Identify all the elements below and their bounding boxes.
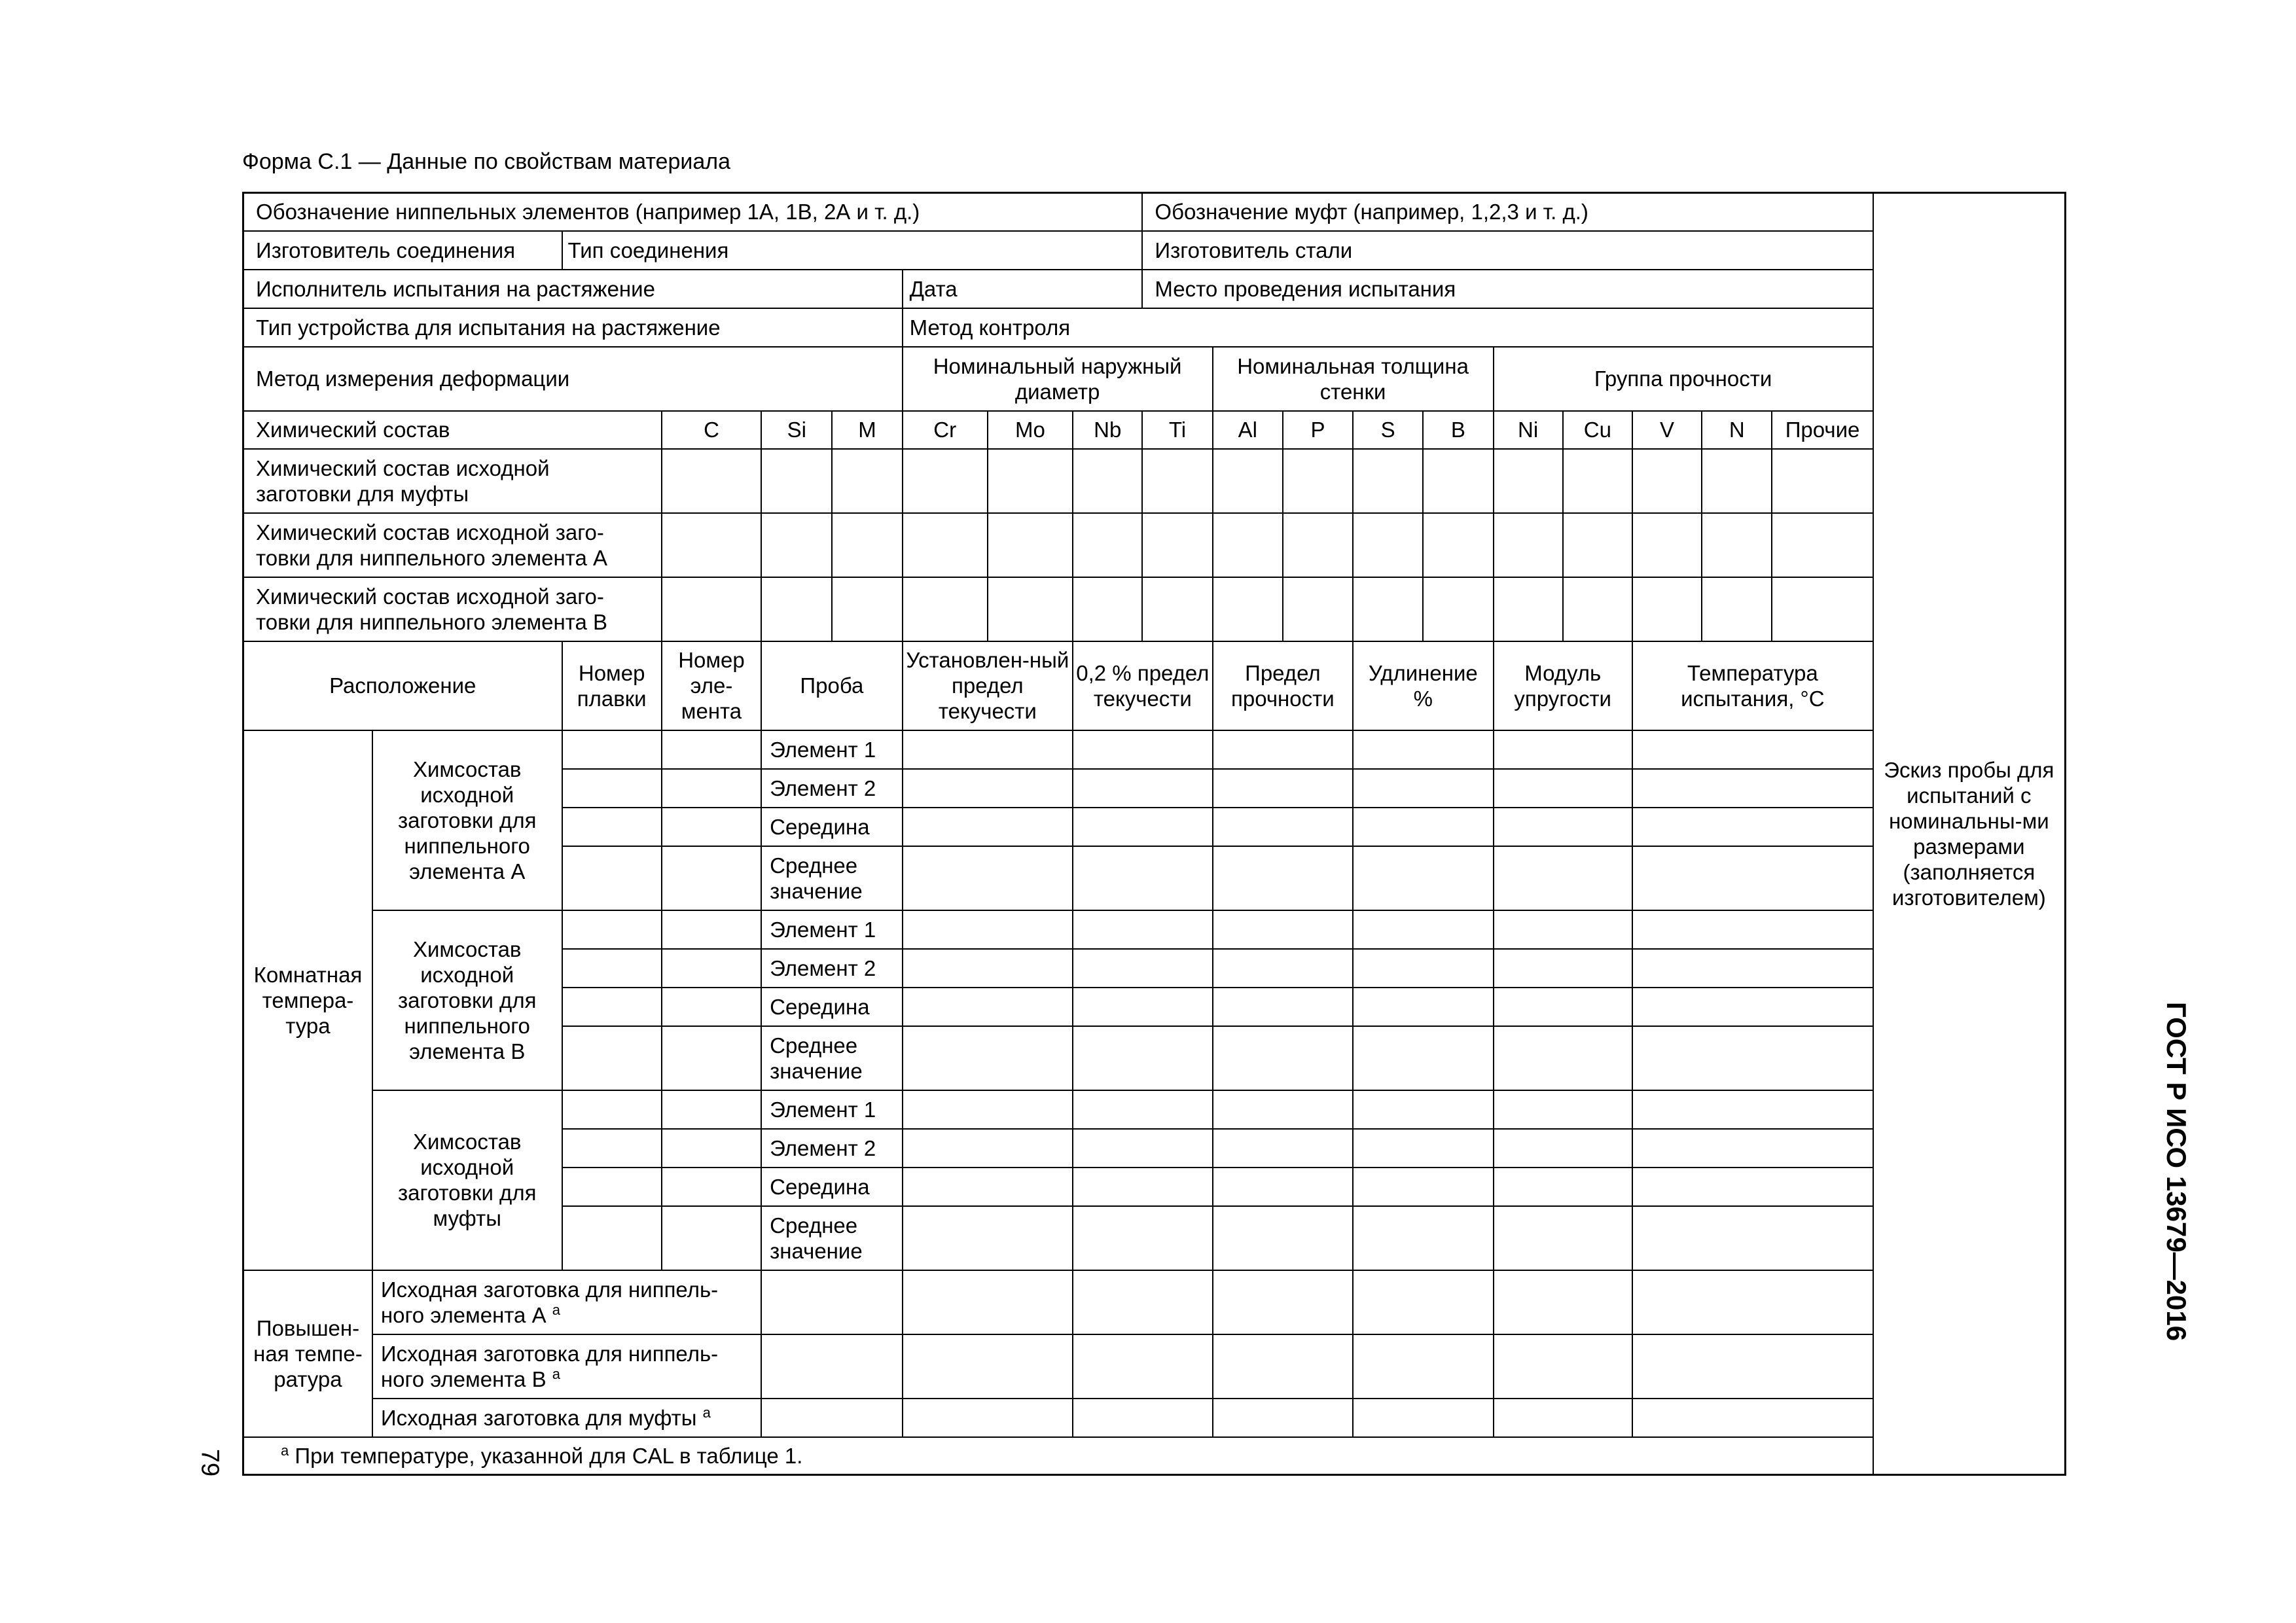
sample-label: Середина	[761, 808, 902, 846]
chem-cell[interactable]	[1213, 513, 1283, 577]
element-number-cell[interactable]	[662, 769, 761, 808]
value-cell[interactable]	[1073, 808, 1213, 846]
value-cell[interactable]	[1632, 1026, 1873, 1090]
elevated-row-label: Исходная заготовка для ниппель-ного элемента А $^а$	[372, 1270, 761, 1334]
value-cell[interactable]	[1073, 730, 1213, 769]
value-cell[interactable]	[1213, 1129, 1353, 1168]
value-cell[interactable]	[903, 1168, 1073, 1206]
control-method-cell[interactable]: Метод контроля	[903, 308, 1873, 347]
value-cell[interactable]	[1073, 1206, 1213, 1270]
chem-cell[interactable]	[1073, 449, 1142, 513]
value-cell[interactable]	[1073, 1270, 1213, 1334]
value-cell[interactable]	[1494, 1026, 1632, 1090]
value-cell[interactable]	[1073, 1399, 1213, 1437]
value-cell[interactable]	[1353, 1334, 1493, 1399]
element-header-n: N	[1702, 411, 1772, 449]
element-number-cell[interactable]	[662, 846, 761, 910]
chem-cell[interactable]	[1632, 577, 1702, 641]
chemistry-row-label: Химический состав исходной заготовки для муфты	[243, 449, 662, 513]
heat-number-cell[interactable]	[562, 1168, 662, 1206]
value-cell[interactable]	[1073, 1129, 1213, 1168]
coupling-designation-cell[interactable]: Обозначение муфт (например, 1,2,3 и т. д.)	[1142, 193, 1873, 231]
group-label-coupling: Химсостав исходной заготовки для муфты	[372, 1090, 562, 1270]
chem-cell[interactable]	[903, 513, 988, 577]
heat-number-cell[interactable]	[562, 1129, 662, 1168]
connection-manufacturer-cell[interactable]: Изготовитель соединения	[243, 231, 562, 270]
chem-cell[interactable]	[1283, 449, 1353, 513]
value-cell[interactable]	[1073, 1026, 1213, 1090]
footnote-text: При температуре, указанной для CAL в таблице 1.	[295, 1443, 803, 1468]
value-cell[interactable]	[903, 1206, 1073, 1270]
value-cell[interactable]	[1213, 1399, 1353, 1437]
element-number-cell[interactable]	[662, 1090, 761, 1129]
element-header-nb: Nb	[1073, 411, 1142, 449]
value-cell[interactable]	[1632, 846, 1873, 910]
group-label-nipple-a: Химсостав исходной заготовки для ниппельного элемента А	[372, 730, 562, 910]
tensile-device-type-cell[interactable]: Тип устройства для испытания на растяжение	[243, 308, 903, 347]
value-cell[interactable]	[1353, 1090, 1493, 1129]
chem-cell[interactable]	[1142, 513, 1212, 577]
chem-cell[interactable]	[761, 513, 832, 577]
chem-cell[interactable]	[1772, 449, 1873, 513]
deformation-method-cell[interactable]: Метод измерения деформации	[243, 347, 903, 411]
value-cell[interactable]	[1353, 988, 1493, 1026]
value-cell[interactable]	[1494, 988, 1632, 1026]
value-cell[interactable]	[1353, 846, 1493, 910]
elevated-row-label: Исходная заготовка для муфты $^а$	[372, 1399, 761, 1437]
tensile-strength-header: Предел прочности	[1213, 641, 1353, 730]
sketch-cell[interactable]: Эскиз пробы для испытаний с номинальны-ми размерами (заполняется изготовителем)	[1873, 193, 2066, 1475]
chem-cell[interactable]	[832, 449, 902, 513]
sample-label: Середина	[761, 1168, 902, 1206]
value-cell[interactable]	[1213, 1168, 1353, 1206]
footnote-mark: а	[281, 1442, 289, 1459]
chem-cell[interactable]	[1494, 449, 1563, 513]
yield-strength-header: Установлен-ный предел текучести	[903, 641, 1073, 730]
value-cell[interactable]	[1073, 1090, 1213, 1129]
value-cell[interactable]	[761, 1334, 902, 1399]
nominal-od-cell[interactable]: Номинальный наружный диаметр	[903, 347, 1213, 411]
test-location-cell[interactable]: Место проведения испытания	[1142, 270, 1873, 308]
chem-cell[interactable]	[1632, 513, 1702, 577]
sample-label: Среднее значение	[761, 1206, 902, 1270]
chem-cell[interactable]	[1563, 449, 1632, 513]
value-cell[interactable]	[1494, 769, 1632, 808]
group-label-nipple-b: Химсостав исходной заготовки для ниппельного элемента В	[372, 910, 562, 1090]
footnote-marker: а	[552, 1301, 561, 1318]
value-cell[interactable]	[1353, 1270, 1493, 1334]
element-header-s: S	[1353, 411, 1423, 449]
heat-number-header: Номер плавки	[562, 641, 662, 730]
value-cell[interactable]	[903, 769, 1073, 808]
sample-label: Элемент 2	[761, 1129, 902, 1168]
date-cell[interactable]: Дата	[903, 270, 1143, 308]
footnote-marker: а	[552, 1365, 561, 1382]
heat-number-cell[interactable]	[562, 910, 662, 949]
value-cell[interactable]	[903, 808, 1073, 846]
sample-label: Элемент 2	[761, 769, 902, 808]
element-header-ni: Ni	[1494, 411, 1563, 449]
value-cell[interactable]	[1353, 1026, 1493, 1090]
value-cell[interactable]	[1494, 1399, 1632, 1437]
value-cell[interactable]	[1632, 949, 1873, 988]
value-cell[interactable]	[1073, 949, 1213, 988]
sample-label: Элемент 1	[761, 1090, 902, 1129]
chem-cell[interactable]	[1353, 577, 1423, 641]
value-cell[interactable]	[1353, 769, 1493, 808]
chem-cell[interactable]	[903, 577, 988, 641]
chem-cell[interactable]	[1423, 577, 1493, 641]
chem-cell[interactable]	[1702, 577, 1772, 641]
value-cell[interactable]	[1353, 949, 1493, 988]
heat-number-cell[interactable]	[562, 1206, 662, 1270]
value-cell[interactable]	[903, 1399, 1073, 1437]
value-cell[interactable]	[903, 1129, 1073, 1168]
chem-cell[interactable]	[1073, 513, 1142, 577]
value-cell[interactable]	[1353, 1168, 1493, 1206]
element-header-mo: Mo	[988, 411, 1073, 449]
chem-cell[interactable]	[1563, 513, 1632, 577]
chem-cell[interactable]	[761, 577, 832, 641]
value-cell[interactable]	[1494, 1270, 1632, 1334]
chem-cell[interactable]	[1563, 577, 1632, 641]
element-header-si: Si	[761, 411, 832, 449]
element-header-cr: Cr	[903, 411, 988, 449]
value-cell[interactable]	[1213, 808, 1353, 846]
chem-cell[interactable]	[832, 577, 902, 641]
footnote-marker: а	[702, 1404, 711, 1421]
value-cell[interactable]	[1353, 730, 1493, 769]
chem-cell[interactable]	[1702, 449, 1772, 513]
element-number-cell[interactable]	[662, 910, 761, 949]
chem-cell[interactable]	[1073, 577, 1142, 641]
value-cell[interactable]	[1353, 1399, 1493, 1437]
connection-type-cell[interactable]: Тип соединения	[562, 231, 1143, 270]
sample-label: Середина	[761, 988, 902, 1026]
chem-cell[interactable]	[662, 513, 761, 577]
chem-cell[interactable]	[662, 577, 761, 641]
value-cell[interactable]	[903, 949, 1073, 988]
element-number-cell[interactable]	[662, 1026, 761, 1090]
element-header-p: P	[1283, 411, 1353, 449]
element-number-cell[interactable]	[662, 808, 761, 846]
chem-cell[interactable]	[1702, 513, 1772, 577]
element-number-cell[interactable]	[662, 730, 761, 769]
sample-label: Элемент 1	[761, 910, 902, 949]
value-cell[interactable]	[903, 1026, 1073, 1090]
value-cell[interactable]	[1213, 988, 1353, 1026]
chem-cell[interactable]	[1283, 513, 1353, 577]
value-cell[interactable]	[1632, 1206, 1873, 1270]
value-cell[interactable]	[1632, 730, 1873, 769]
test-temperature-header: Температура испытания, °С	[1632, 641, 1873, 730]
value-cell[interactable]	[1632, 1399, 1873, 1437]
chem-cell[interactable]	[1353, 449, 1423, 513]
value-cell[interactable]	[1632, 988, 1873, 1026]
value-cell[interactable]	[1632, 1270, 1873, 1334]
element-number-header: Номер эле-мента	[662, 641, 761, 730]
value-cell[interactable]	[1632, 769, 1873, 808]
page-number: 79	[196, 1448, 224, 1477]
value-cell[interactable]	[903, 846, 1073, 910]
footnote	[243, 1437, 2066, 1475]
value-cell[interactable]	[1494, 910, 1632, 949]
value-cell[interactable]	[1213, 1270, 1353, 1334]
room-temperature-label: Комнатная темпера-тура	[243, 730, 372, 1270]
value-cell[interactable]	[1494, 1334, 1632, 1399]
value-cell[interactable]	[1494, 1206, 1632, 1270]
chemistry-row-label: Химический состав исходной заго-товки для ниппельного элемента А	[243, 513, 662, 577]
value-cell[interactable]	[1213, 1334, 1353, 1399]
value-cell[interactable]	[1213, 1090, 1353, 1129]
value-cell[interactable]	[1073, 988, 1213, 1026]
value-cell[interactable]	[1073, 910, 1213, 949]
value-cell[interactable]	[1213, 730, 1353, 769]
value-cell[interactable]	[761, 1399, 902, 1437]
value-cell[interactable]	[903, 910, 1073, 949]
chem-cell[interactable]	[1423, 513, 1493, 577]
element-header-al: Al	[1213, 411, 1283, 449]
elongation-header: Удлинение %	[1353, 641, 1493, 730]
chem-cell[interactable]	[988, 449, 1073, 513]
sample-label: Среднее значение	[761, 846, 902, 910]
value-cell[interactable]	[1632, 1129, 1873, 1168]
element-header-m: M	[832, 411, 902, 449]
value-cell[interactable]	[1073, 1334, 1213, 1399]
chem-cell[interactable]	[988, 513, 1073, 577]
chemistry-row-label: Химический состав исходной заго-товки для ниппельного элемента В	[243, 577, 662, 641]
nominal-wall-cell[interactable]: Номинальная толщина стенки	[1213, 347, 1494, 411]
heat-number-cell[interactable]	[562, 808, 662, 846]
chem-cell[interactable]	[903, 449, 988, 513]
chemistry-label: Химический состав	[243, 411, 662, 449]
proof-02-header: 0,2 % предел текучести	[1073, 641, 1213, 730]
element-number-cell[interactable]	[662, 1206, 761, 1270]
chem-cell[interactable]	[1283, 577, 1353, 641]
value-cell[interactable]	[1632, 1334, 1873, 1399]
value-cell[interactable]	[1494, 949, 1632, 988]
value-cell[interactable]	[1213, 769, 1353, 808]
value-cell[interactable]	[1494, 730, 1632, 769]
value-cell[interactable]	[1632, 1090, 1873, 1129]
value-cell[interactable]	[1353, 1206, 1493, 1270]
element-header-other: Прочие	[1772, 411, 1873, 449]
value-cell[interactable]	[1494, 1168, 1632, 1206]
chem-cell[interactable]	[832, 513, 902, 577]
value-cell[interactable]	[903, 730, 1073, 769]
nipple-designation-cell[interactable]: Обозначение ниппельных элементов (например 1А, 1В, 2А и т. д.)	[243, 193, 1143, 231]
chem-cell[interactable]	[1213, 577, 1283, 641]
chem-cell[interactable]	[1494, 513, 1563, 577]
element-header-v: V	[1632, 411, 1702, 449]
chem-cell[interactable]	[662, 449, 761, 513]
value-cell[interactable]	[903, 988, 1073, 1026]
heat-number-cell[interactable]	[562, 1026, 662, 1090]
tensile-tester-cell[interactable]: Исполнитель испытания на растяжение	[243, 270, 903, 308]
value-cell[interactable]	[1494, 808, 1632, 846]
chem-cell[interactable]	[1423, 449, 1493, 513]
value-cell[interactable]	[1494, 1090, 1632, 1129]
value-cell[interactable]	[1353, 1129, 1493, 1168]
chem-cell[interactable]	[1772, 577, 1873, 641]
chem-cell[interactable]	[1213, 449, 1283, 513]
heat-number-cell[interactable]	[562, 949, 662, 988]
value-cell[interactable]	[1353, 910, 1493, 949]
document-title-vertical: ГОСТ Р ИСО 13679—2016	[2161, 1001, 2192, 1342]
material-properties-form	[242, 192, 2066, 1476]
heat-number-cell[interactable]	[562, 846, 662, 910]
value-cell[interactable]	[1213, 846, 1353, 910]
value-cell[interactable]	[903, 1270, 1073, 1334]
value-cell[interactable]	[1073, 1168, 1213, 1206]
value-cell[interactable]	[1073, 846, 1213, 910]
location-header: Расположение	[243, 641, 562, 730]
form-caption: Форма С.1 — Данные по свойствам материала	[242, 149, 731, 174]
chem-cell[interactable]	[1142, 449, 1212, 513]
sample-label: Элемент 1	[761, 730, 902, 769]
steel-manufacturer-cell[interactable]: Изготовитель стали	[1142, 231, 1873, 270]
sample-header: Проба	[761, 641, 902, 730]
elevated-row-label: Исходная заготовка для ниппель-ного элемента В $^а$	[372, 1334, 761, 1399]
element-number-cell[interactable]	[662, 949, 761, 988]
heat-number-cell[interactable]	[562, 1090, 662, 1129]
chem-cell[interactable]	[1772, 513, 1873, 577]
chem-cell[interactable]	[1142, 577, 1212, 641]
element-number-cell[interactable]	[662, 988, 761, 1026]
heat-number-cell[interactable]	[562, 988, 662, 1026]
value-cell[interactable]	[1632, 808, 1873, 846]
element-header-b: B	[1423, 411, 1493, 449]
value-cell[interactable]	[1213, 949, 1353, 988]
element-header-cu: Cu	[1563, 411, 1632, 449]
element-header-c: C	[662, 411, 761, 449]
strength-group-cell[interactable]: Группа прочности	[1494, 347, 1873, 411]
elevated-temperature-label: Повышен-ная темпе-ратура	[243, 1270, 372, 1437]
sample-label: Среднее значение	[761, 1026, 902, 1090]
modulus-header: Модуль упругости	[1494, 641, 1632, 730]
value-cell[interactable]	[1213, 1206, 1353, 1270]
element-number-cell[interactable]	[662, 1168, 761, 1206]
element-header-ti: Ti	[1142, 411, 1212, 449]
value-cell[interactable]	[903, 1090, 1073, 1129]
value-cell[interactable]	[1494, 1129, 1632, 1168]
value-cell[interactable]	[1353, 808, 1493, 846]
value-cell[interactable]	[761, 1270, 902, 1334]
value-cell[interactable]	[1213, 910, 1353, 949]
value-cell[interactable]	[1494, 846, 1632, 910]
sample-label: Элемент 2	[761, 949, 902, 988]
value-cell[interactable]	[1073, 769, 1213, 808]
value-cell[interactable]	[1213, 1026, 1353, 1090]
heat-number-cell[interactable]	[562, 730, 662, 769]
chem-cell[interactable]	[1494, 577, 1563, 641]
chem-cell[interactable]	[988, 577, 1073, 641]
chem-cell[interactable]	[1353, 513, 1423, 577]
value-cell[interactable]	[903, 1334, 1073, 1399]
value-cell[interactable]	[1632, 1168, 1873, 1206]
element-number-cell[interactable]	[662, 1129, 761, 1168]
chem-cell[interactable]	[761, 449, 832, 513]
chem-cell[interactable]	[1632, 449, 1702, 513]
value-cell[interactable]	[1632, 910, 1873, 949]
heat-number-cell[interactable]	[562, 769, 662, 808]
